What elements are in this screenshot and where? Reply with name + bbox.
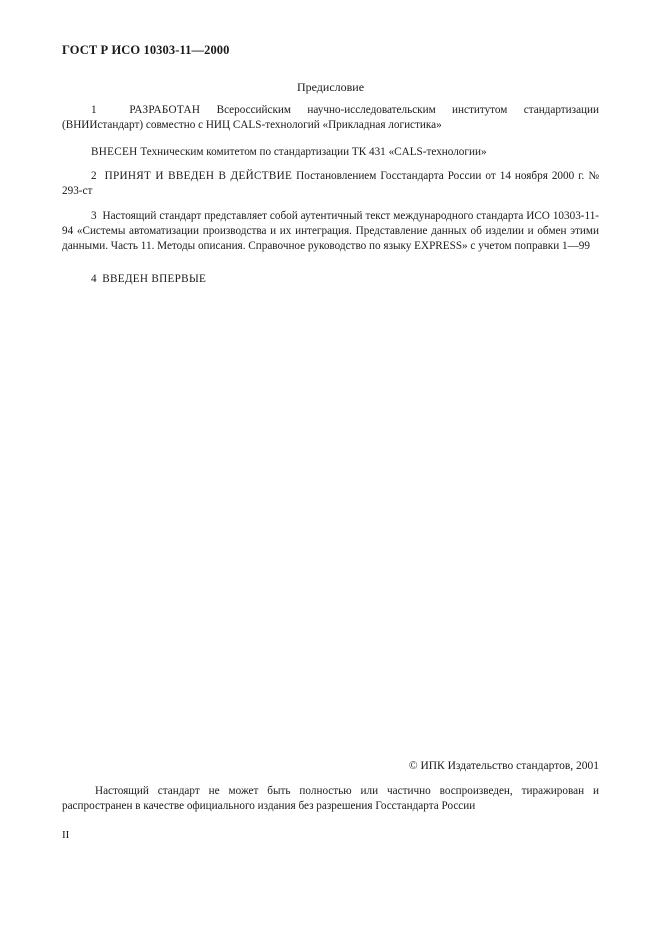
paragraph-text: Всероссийским научно-исследовательским институтом стандартизации (ВНИИстандарт) совместно с НИЦ CALS-технологий «Прикладная логистика» [62,104,600,131]
paragraph-number: 3 [91,210,97,222]
paragraph-text: Техническим комитетом по стандартизации ТК 431 «CALS-технологии» [140,146,487,158]
paragraph-authentic-text [62,209,599,254]
paragraph-introduced-by [62,145,599,160]
paragraph-lead: ВВЕДЕН ВПЕРВЫЕ [102,273,207,285]
paragraph-text: Постановлением Госстандарта России от 14 ноября 2000 г. № 293-ст [62,170,599,197]
reproduction-notice: Настоящий стандарт не может быть полностью или частично воспроизведен, тиражирован и распространен в качестве официального издания без разрешения Госстандарта России [62,785,599,812]
paragraph-number: 1 [91,104,97,116]
paragraph-first-introduced [62,272,599,287]
preface-title: Предисловие [296,80,365,94]
paragraph-lead: РАЗРАБОТАН [129,104,201,116]
page-number: II [62,829,70,841]
paragraph-lead: ПРИНЯТ И ВВЕДЕН В ДЕЙСТВИЕ [104,170,293,182]
paragraph-number: 2 [91,170,97,182]
paragraph-number: 4 [91,273,97,285]
paragraph-text: Настоящий стандарт представляет собой аутентичный текст международного стандарта ИСО 10303-11-94 «Системы автоматизации производства и их интеграция. Представление данных об изделии и обмен этими данными. Часть 11. Методы описания. Справочное руководство по языку EXPRESS» с учетом поправки 1—99 [62,210,600,252]
paragraph-adopted [62,169,599,199]
copyright-line: © ИПК Издательство стандартов, 2001 [408,760,599,772]
document-code-header: ГОСТ Р ИСО 10303-11—2000 [62,43,230,57]
paragraph-developed-by [62,103,599,133]
paragraph-lead: ВНЕСЕН [91,146,138,158]
